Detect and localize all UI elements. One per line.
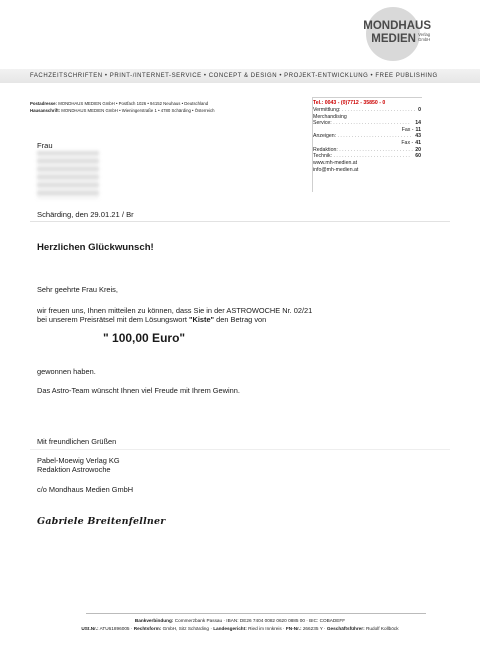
contact-row: Fax - 11: [401, 126, 421, 133]
org-line1: Pabel-Moewig Verlag KG: [37, 456, 120, 465]
footer-rule: [86, 613, 426, 614]
contact-row: Anzeigen: . . . 43: [313, 133, 421, 140]
contact-row: Fax - 41: [401, 139, 421, 146]
telephone: Tel.: 0043 - (0)7712 - 35850 - 0: [313, 100, 386, 106]
hausanschrift-label: Hausanschrift:: [30, 107, 61, 113]
contact-row: Technik: . . . 60: [313, 153, 421, 160]
closing: Mit freundlichen Grüßen: [37, 437, 117, 446]
recipient-salutation: Frau: [37, 141, 53, 150]
contact-row: Vermittlung: . . . 0: [313, 107, 421, 114]
logo-line1: MONDHAUS: [363, 20, 431, 32]
footer-legal: USt.Nr.: ATU61896005 · Rechtsform: GmbH, Sitz Schärding · Landesgericht: Ried im Innkreis · FN-Nr.: 266235 Y · Geschäftsführer: Rudolf Kollböck: [81, 626, 399, 631]
logo-small2: GmbH: [418, 37, 431, 42]
tagline-text: FACHZEITSCHRIFTEN • PRINT-/INTERNET-SERVICE • CONCEPT & DESIGN • PROJEKT-ENTWICKLUNG • FREE PUBLISHING: [30, 73, 438, 79]
services-tagline: [0, 69, 480, 83]
date-divider: [30, 221, 450, 222]
email: info@mh-medien.at: [313, 167, 359, 174]
website: www.mh-medien.at: [313, 159, 358, 166]
postadresse: MONDHAUS MEDIEN GmbH • Postfach 1026 • 94152 Neuhaus • Deutschland: [58, 101, 209, 106]
sender-address: [30, 101, 300, 114]
redacted-address: [37, 151, 99, 199]
postadresse-label: Postadresse:: [30, 101, 57, 106]
closing-divider: [30, 449, 450, 450]
paragraph-line1: wir freuen uns, Ihnen mitteilen zu können, dass Sie in der ASTROWOCHE Nr. 02/21: [37, 306, 313, 315]
subject-line: Herzlichen Glückwunsch!: [37, 242, 154, 253]
footer-bank: Bankverbindung: Commerzbank Passau · IBAN: DE26 7404 0082 0620 0885 00 · BIC: COBADEFF: [134, 618, 346, 623]
prize-amount: " 100,00 Euro": [103, 331, 186, 345]
hausanschrift: MONDHAUS MEDIEN GmbH • Wieningerstraße 1 • 4780 Schärding • Österreich: [61, 107, 215, 113]
wish-line: Das Astro-Team wünscht Ihnen viel Freude mit Ihrem Gewinn.: [37, 386, 240, 395]
contact-row: Service: . . . 14: [313, 120, 421, 127]
won-line: gewonnen haben.: [37, 367, 96, 376]
date-line: Schärding, den 29.01.21 / Br: [37, 210, 134, 219]
solution-word: "Kiste": [188, 315, 215, 324]
contact-top-rule: [312, 97, 422, 98]
mondhaus-medien-logo: [345, 6, 431, 62]
logo-line2: MEDIEN: [371, 33, 416, 45]
org-line3: c/o Mondhaus Medien GmbH: [37, 485, 134, 494]
org-line2: Redaktion Astrowoche: [37, 465, 111, 474]
paragraph-line2: bei unserem Preisrätsel mit dem Lösungswort "Kiste" den Betrag von: [37, 315, 267, 324]
contact-row: Redaktion: . . . 20: [313, 147, 421, 154]
contact-left-rule: [312, 97, 313, 192]
greeting: Sehr geehrte Frau Kreis,: [37, 285, 118, 294]
handwritten-signature: Gabriele Breitenfellner: [37, 516, 166, 527]
contact-block: [313, 100, 421, 175]
contact-row: Merchandising: [313, 113, 347, 120]
logo-small1: Verlag: [418, 32, 431, 37]
